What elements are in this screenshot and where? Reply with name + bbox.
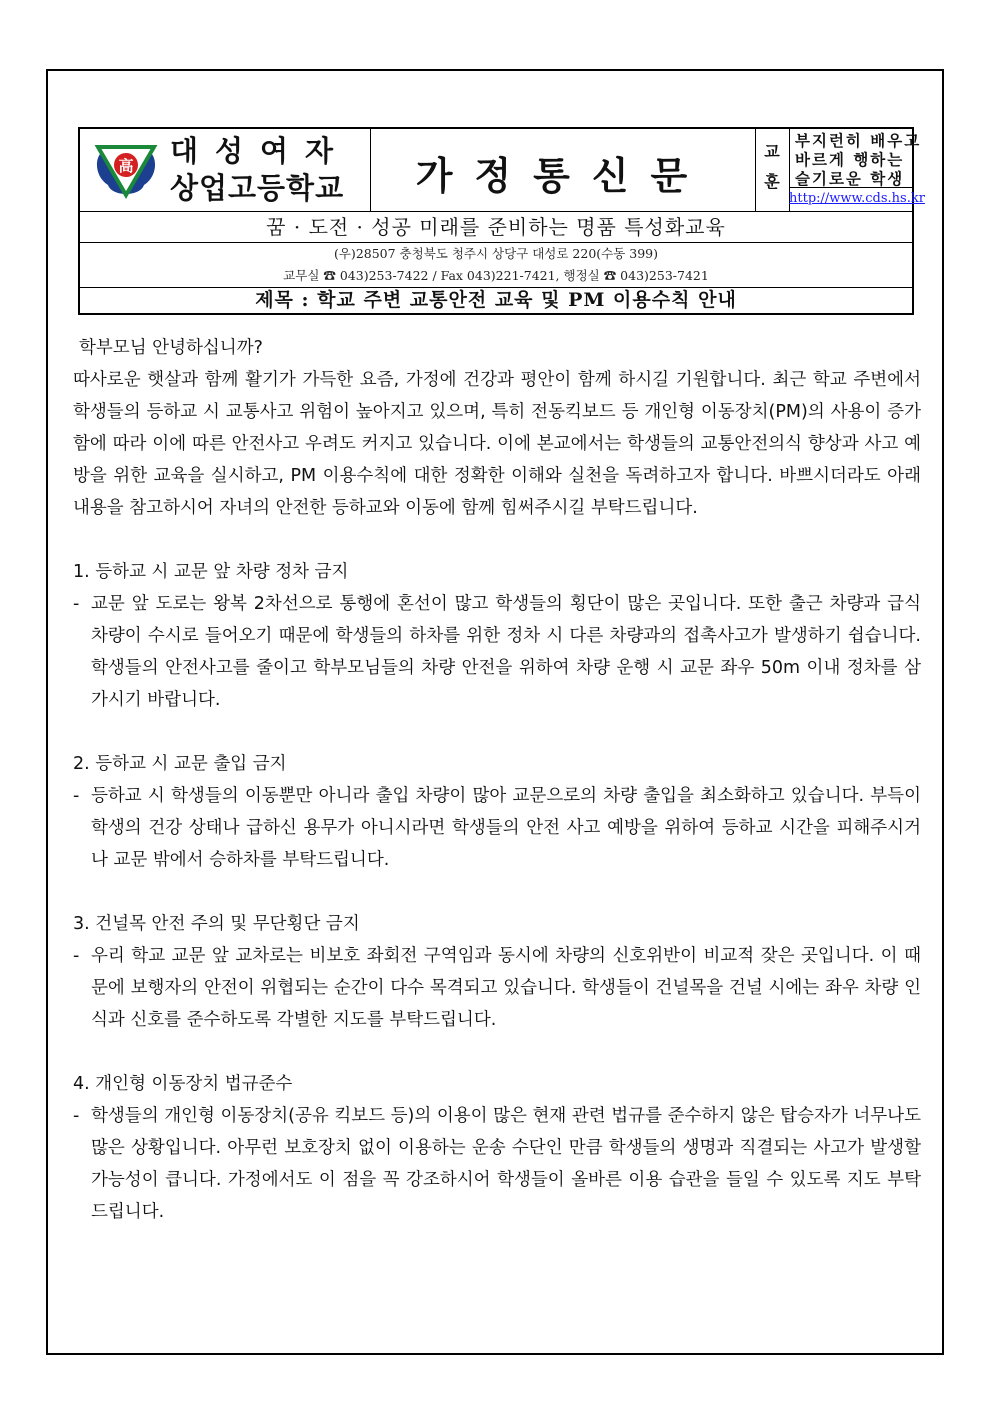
logo-mark: 高 — [118, 157, 134, 175]
motto-label — [755, 137, 789, 197]
motto-line: 바르게 행하는 — [795, 150, 905, 169]
motto-label-cell — [755, 129, 790, 211]
school-name-line2: 상업고등학교 — [170, 171, 345, 205]
section-title: 4. 개인형 이동장치 법규준수 — [73, 1074, 293, 1094]
dash-bullet: - — [73, 786, 80, 806]
section-text: 우리 학교 교문 앞 교차로는 비보호 좌회전 구역임과 동시에 차량의 신호위반이 비교적 잦은 곳입니다. 이 때문에 보행자의 안전이 위협되는 순간이 다수 목격되고 있습니다. 학생들이 건널목을 건널 시에는 좌우 차량 인식과 신호를 준수하도록 각별한 지도를 부탁드립니다. — [91, 946, 921, 1030]
intro-paragraph: 따사로운 햇살과 함께 활기가 가득한 요즘, 가정에 건강과 평안이 함께 하시길 기원합니다. 최근 학교 주변에서 학생들의 등하교 시 교통사고 위험이 높아지고 있으며, 특히 전동킥보드 등 개인형 이동장치(PM)의 사용이 증가함에 따라 이에 따른 안전사고 우려도 커지고 있습니다. 이에 본교에서는 학생들의 교통안전의식 향상과 사고 예방을 위한 교육을 실시하고, PM 이용수칙에 대한 정확한 이해와 실천을 독려하고자 합니다. 바쁘시더라도 아래 내용을 참고하시어 자녀의 안전한 등하교와 이동에 함께 힘써주시길 부탁드립니다. — [73, 370, 921, 518]
section-item — [73, 1100, 921, 1228]
section-title: 1. 등하교 시 교문 앞 차량 정차 금지 — [73, 562, 349, 582]
dash-bullet: - — [73, 594, 80, 614]
school-identity — [80, 129, 371, 211]
section-4 — [73, 1068, 921, 1228]
school-name — [170, 133, 366, 207]
dash-bullet: - — [73, 1106, 80, 1126]
section-2 — [73, 748, 921, 876]
section-item — [73, 780, 921, 876]
section-text: 교문 앞 도로는 왕복 2차선으로 통행에 혼선이 많고 학생들의 횡단이 많은 곳입니다. 또한 출근 차량과 급식 차량이 수시로 들어오기 때문에 학생들의 하차를 위한 정차 시 다른 차량과의 접촉사고가 발생하기 쉽습니다. 학생들의 안전사고를 줄이고 학부모님들의 차량 안전을 위하여 차량 운행 시 교문 좌우 50m 이내 정차를 삼가시기 바랍니다. — [91, 594, 921, 710]
motto-cell — [789, 129, 925, 211]
section-title: 3. 건널목 안전 주의 및 무단횡단 금지 — [73, 914, 360, 934]
school-slogan: 꿈 · 도전 · 성공 미래를 준비하는 명품 특성화교육 — [80, 212, 912, 243]
letterhead-top-row — [80, 129, 925, 212]
school-motto — [795, 131, 922, 188]
greeting: 학부모님 안녕하십니까? — [79, 338, 263, 358]
motto-label-char: 교 — [764, 142, 780, 161]
letter-body — [73, 332, 921, 1228]
section-text: 등하교 시 학생들의 이동뿐만 아니라 출입 차량이 많아 교문으로의 차량 출입을 최소화하고 있습니다. 부득이 학생의 건강 상태나 급하신 용무가 아니시라면 학생들의 안전 사고 예방을 위하여 등하교 시간을 피해주시거나 교문 밖에서 승하차를 부탁드립니다. — [91, 786, 921, 870]
motto-label-char: 훈 — [764, 172, 780, 191]
title-cell — [370, 129, 756, 211]
document-title: 가정통신문 — [415, 153, 710, 198]
section-3 — [73, 908, 921, 1036]
letterhead — [78, 127, 925, 315]
section-item — [73, 588, 921, 716]
section-title: 2. 등하교 시 교문 출입 금지 — [73, 754, 287, 774]
dash-bullet: - — [73, 946, 80, 966]
school-website-link[interactable]: http://www.cds.hs.kr — [789, 191, 925, 206]
school-logo-icon — [88, 135, 164, 205]
url-box — [789, 187, 925, 211]
school-name-line1: 대성여자 — [170, 134, 351, 168]
section-item — [73, 940, 921, 1036]
letter-subject: 제목 : 학교 주변 교통안전 교육 및 PM 이용수칙 안내 — [255, 289, 737, 311]
motto-line: 부지런히 배우고 — [795, 131, 922, 150]
section-1 — [73, 556, 921, 716]
address: (우)28507 충청북도 청주시 상당구 대성로 220(수동 399) — [333, 246, 659, 261]
section-text: 학생들의 개인형 이동장치(공유 킥보드 등)의 이용이 많은 현재 관련 법규를 준수하지 않은 탑승자가 너무나도 많은 상황입니다. 아무런 보호장치 없이 이용하는 운송 수단인 만큼 학생들의 생명과 직결되는 사고가 발생할 가능성이 큽니다. 가정에서도 이 점을 꼭 강조하시어 학생들이 올바른 이용 습관을 들일 수 있도록 지도 부탁드립니다. — [91, 1106, 921, 1222]
contact-info — [80, 243, 912, 288]
phone-fax: 교무실 ☎ 043)253-7422 / Fax 043)221-7421, 행정실 ☎ 043)253-7421 — [283, 268, 709, 283]
motto-line: 슬기로운 학생 — [795, 169, 905, 188]
